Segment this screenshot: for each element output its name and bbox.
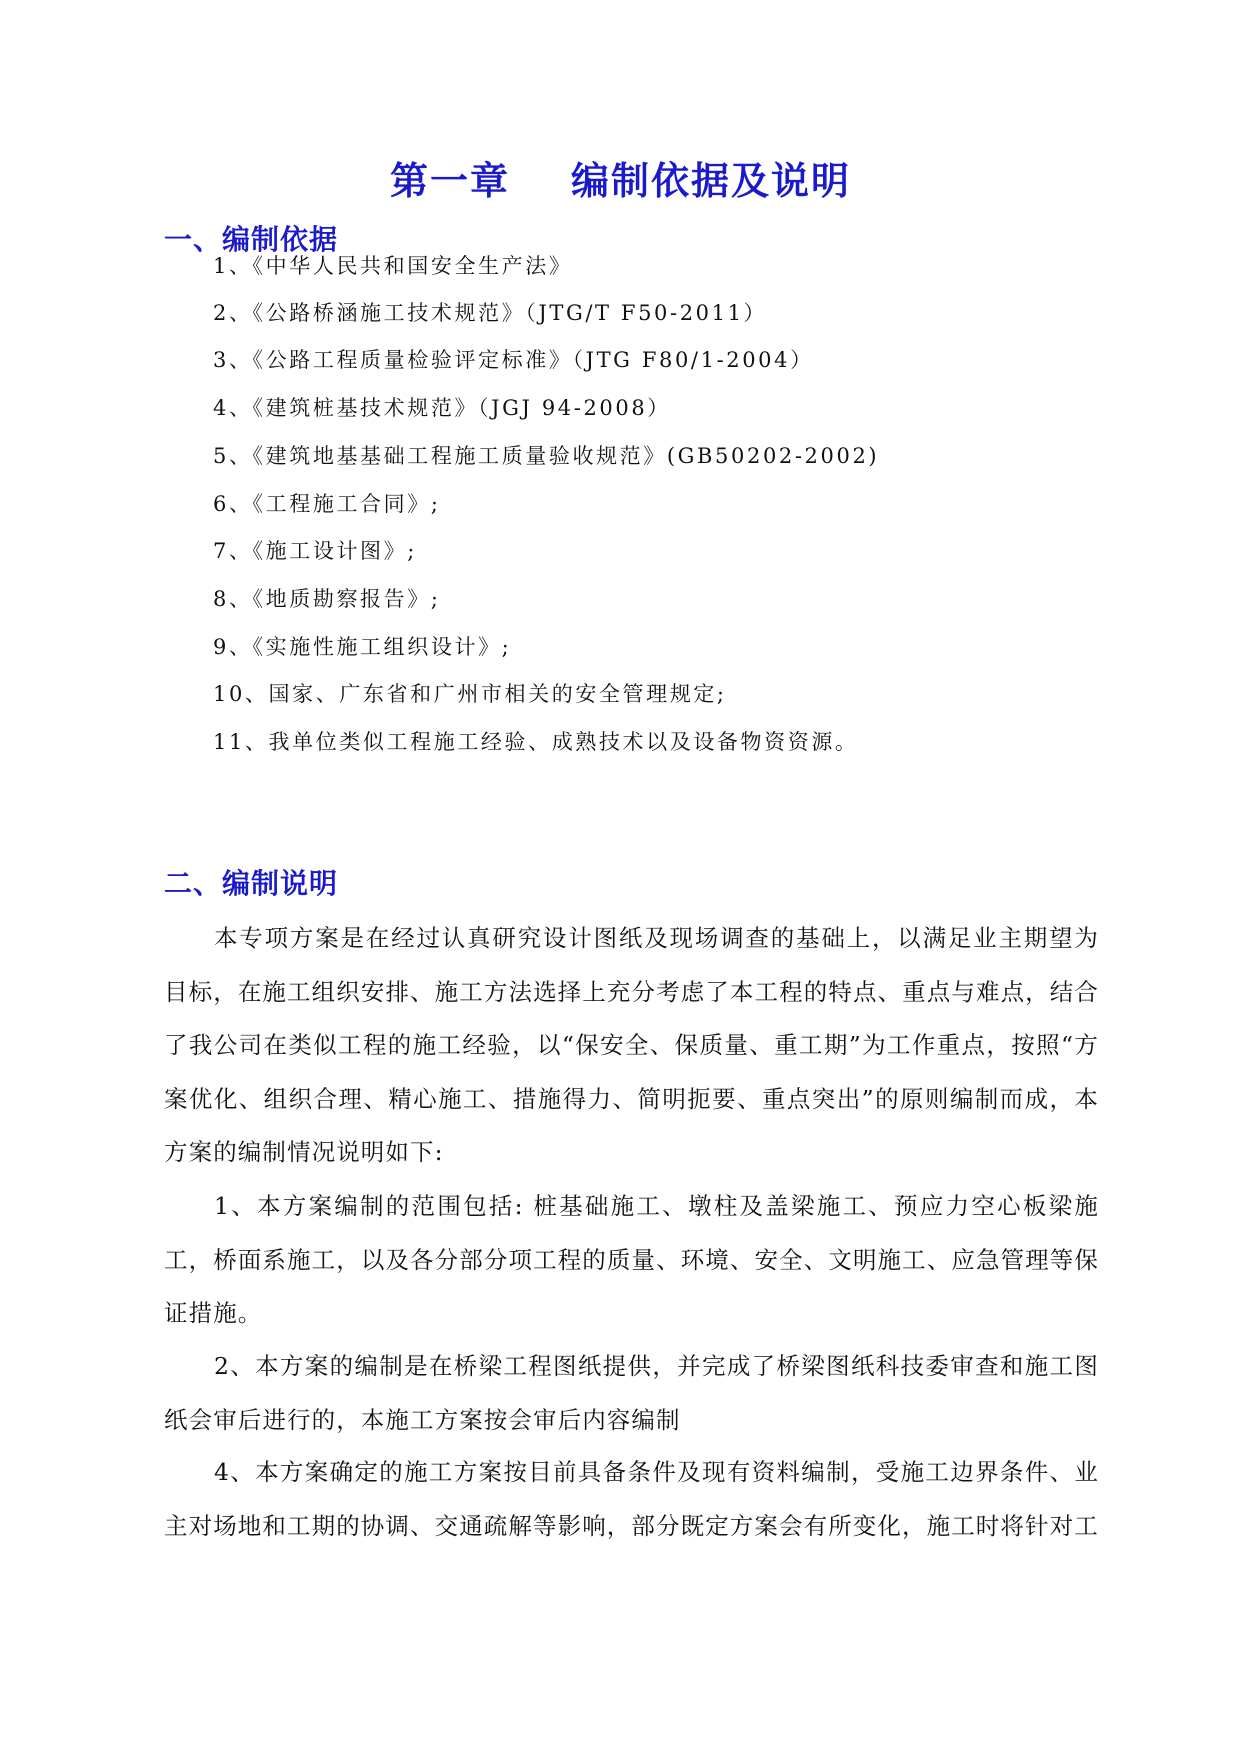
basis-item: 11、我单位类似工程施工经验、成熟技术以及设备物资资源。 [213, 730, 859, 754]
paragraph-basis-review: 2、本方案的编制是在桥梁工程图纸提供，并完成了桥梁图纸科技委审查和施工图纸会审后进行的，本施工方案按会审后内容编制 [164, 1352, 1099, 1434]
basis-item: 1、《中华人民共和国安全生产法》 [213, 254, 573, 278]
basis-item: 2、《公路桥涵施工技术规范》（JTG/T F50-2011） [213, 301, 768, 325]
basis-item: 6、《工程施工合同》; [213, 492, 441, 516]
paragraph-intro: 本专项方案是在经过认真研究设计图纸及现场调查的基础上，以满足业主期望为目标，在施工组织安排、施工方法选择上充分考虑了本工程的特点、重点与难点，结合了我公司在类似工程的施工经验，以“保安全、保质量、重工期”为工作重点，按照“方案优化、组织合理、精心施工、措施得力、简明扼要、重点突出”的原则编制而成，本方案的编制情况说明如下: [164, 924, 1099, 1166]
chapter-title: 第一章 编制依据及说明 [390, 158, 851, 203]
section-heading-basis: 一、编制依据 [164, 223, 339, 256]
basis-item: 10、国家、广东省和广州市相关的安全管理规定; [213, 682, 727, 706]
basis-item: 3、《公路工程质量检验评定标准》（JTG F80/1-2004） [213, 348, 814, 372]
basis-item: 4、《建筑桩基技术规范》（JGJ 94-2008） [213, 396, 671, 420]
basis-item: 7、《施工设计图》; [213, 539, 417, 563]
basis-item: 5、《建筑地基基础工程施工质量验收规范》(GB50202-2002) [213, 444, 880, 468]
section-heading-description: 二、编制说明 [164, 867, 339, 900]
paragraph-scope: 1、本方案编制的范围包括: 桩基础施工、墩柱及盖梁施工、预应力空心板梁施工，桥面系施工，以及各分部分项工程的质量、环境、安全、文明施工、应急管理等保证措施。 [164, 1192, 1099, 1327]
basis-item: 8、《地质勘察报告》; [213, 587, 441, 611]
basis-item: 9、《实施性施工组织设计》; [213, 635, 512, 659]
paragraph-conditions: 4、本方案确定的施工方案按目前具备条件及现有资料编制，受施工边界条件、业主对场地和工期的协调、交通疏解等影响，部分既定方案会有所变化，施工时将针对工 [164, 1458, 1099, 1540]
